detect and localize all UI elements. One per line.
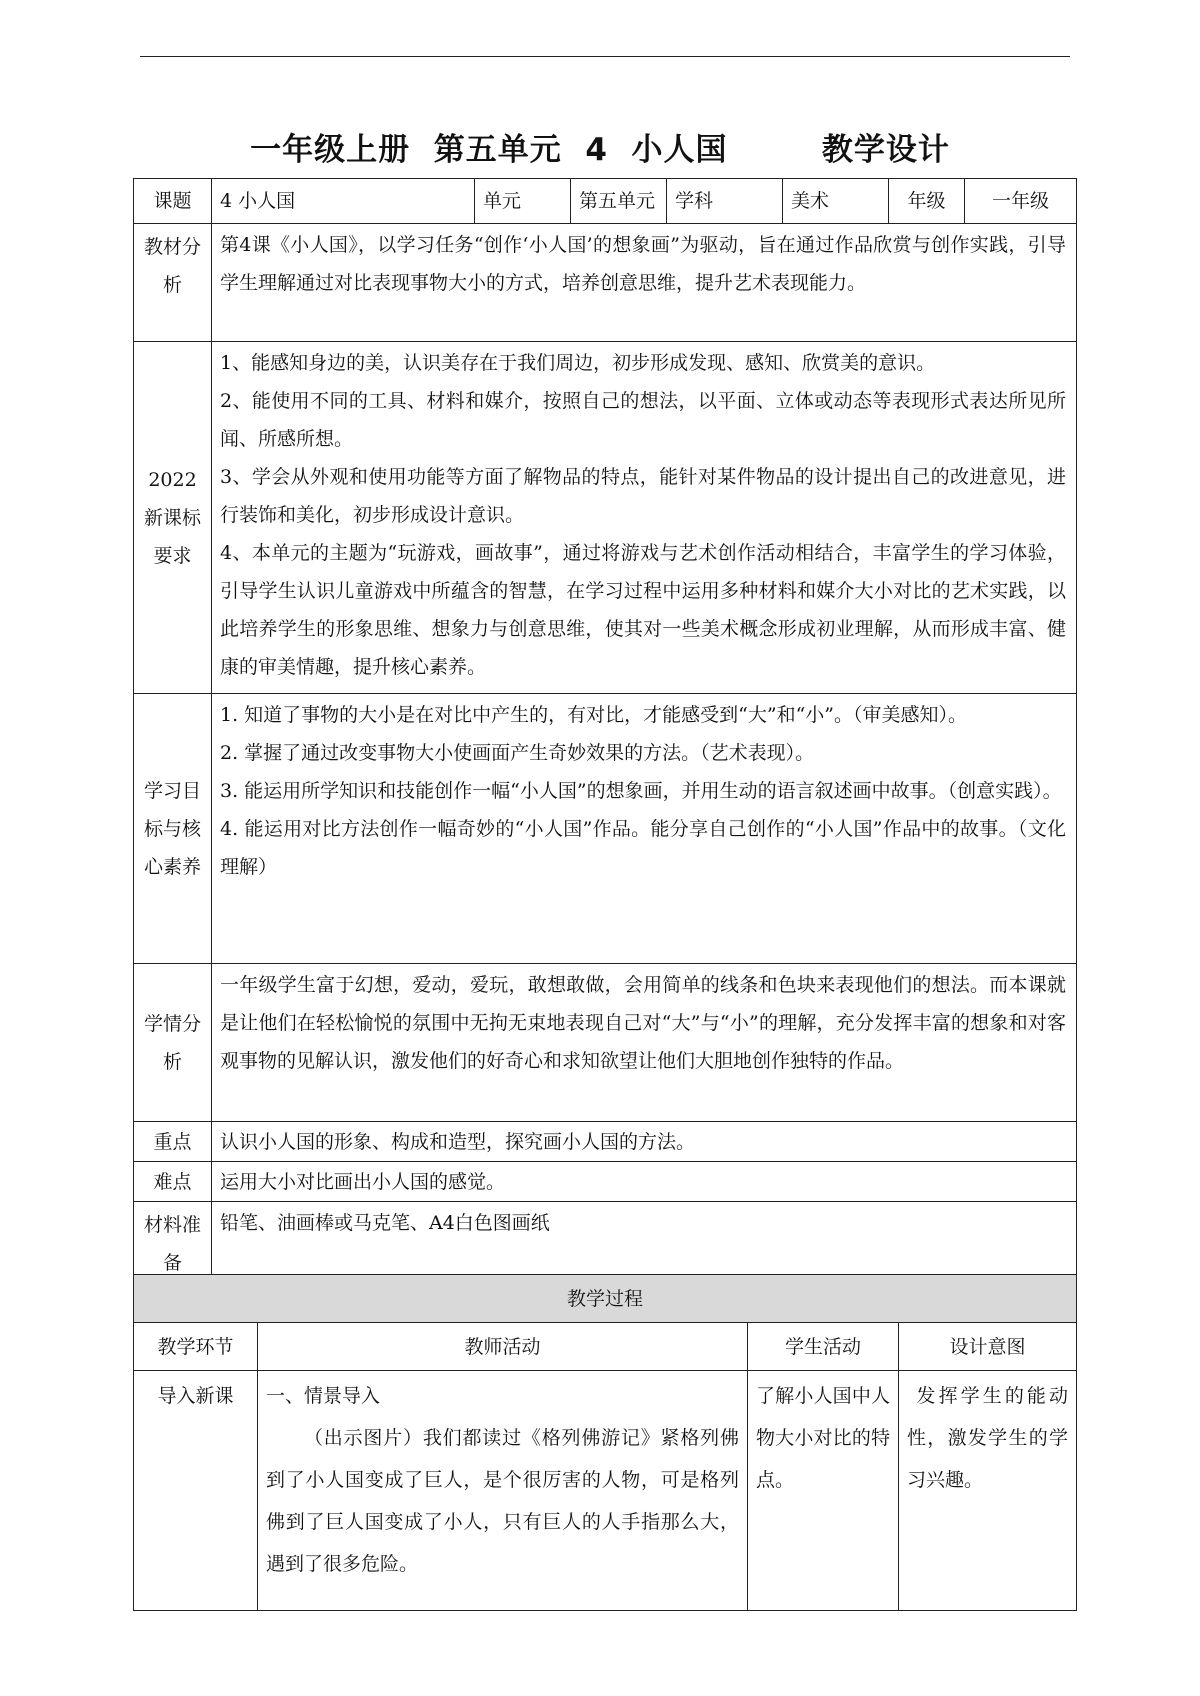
difficulty-label: 难点 [134,1162,212,1202]
info-row [134,179,1077,224]
unit-value: 第五单元 [571,179,667,224]
goal-item: 2. 掌握了通过改变事物大小使画面产生奇妙效果的方法。（艺术表现）。 [220,742,815,764]
learning-goals-content [212,694,1077,964]
curriculum-standard-content [212,342,1077,694]
student-activity-cell: 了解小人国中人物大小对比的特点。 [748,1371,899,1611]
materials-label: 材料准备 [134,1202,212,1283]
teaching-process-table [133,1274,1077,1611]
goal-item: 1. 知道了事物的大小是在对比中产生的，有对比，才能感受到“大”和“小”。（审美感知）。 [220,704,968,726]
header-design-intent: 设计意图 [899,1323,1077,1371]
key-point-label: 重点 [134,1122,212,1162]
grade-label: 年级 [889,179,965,224]
learning-goals-label: 学习目标与核心素养 [134,694,212,964]
header-teacher-activity: 教师活动 [258,1323,748,1371]
subject-label: 学科 [667,179,783,224]
process-header-row [134,1323,1077,1371]
curriculum-item: 2、能使用不同的工具、材料和媒介，按照自己的想法，以平面、立体或动态等表现形式表达所见所闻、所感所想。 [220,390,1066,450]
process-banner-row [134,1275,1077,1323]
student-analysis-text: 一年级学生富于幻想，爱动，爱玩，敢想敢做，会用简单的线条和色块来表现他们的想法。而本课就是让他们在轻松愉悦的氛围中无拘无束地表现自己对“大”与“小”的理解，充分发挥丰富的想象和对客观事物的见解认识，激发他们的好奇心和求知欲望让他们大胆地创作独特的作品。 [212,964,1077,1122]
process-banner: 教学过程 [134,1275,1077,1323]
header-stage: 教学环节 [134,1323,258,1371]
stage-cell: 导入新课 [134,1371,258,1611]
teacher-activity-heading: 一、情景导入 [266,1385,381,1407]
unit-label: 单元 [475,179,571,224]
materials-text: 铅笔、油画棒或马克笔、A4白色图画纸 [212,1202,1077,1283]
process-row [134,1371,1077,1611]
subject-value: 美术 [783,179,889,224]
page-title: 一年级上册 第五单元 4 小人国 教学设计 [250,132,950,168]
topic-value: 4 小人国 [212,179,475,224]
textbook-analysis-row [134,224,1077,342]
goal-item: 3. 能运用所学知识和技能创作一幅“小人国”的想象画，并用生动的语言叙述画中故事。（创意实践）。 [220,780,1062,802]
header-rule [140,56,1070,57]
lesson-info-table [133,178,1077,1283]
key-point-text: 认识小人国的形象、构成和造型，探究画小人国的方法。 [212,1122,1077,1162]
student-analysis-row [134,964,1077,1122]
goal-item: 4. 能运用对比方法创作一幅奇妙的“小人国”作品。能分享自己创作的“小人国”作品中的故事。（文化理解） [220,818,1066,878]
design-intent-cell: 发挥学生的能动性，激发学生的学习兴趣。 [899,1371,1077,1611]
header-student-activity: 学生活动 [748,1323,899,1371]
textbook-analysis-label: 教材分析 [134,224,212,342]
materials-row [134,1202,1077,1283]
learning-goals-row [134,694,1077,964]
key-point-row [134,1122,1077,1162]
difficulty-row [134,1162,1077,1202]
topic-label: 课题 [134,179,212,224]
curriculum-item: 3、学会从外观和使用功能等方面了解物品的特点，能针对某件物品的设计提出自己的改进意见，进行装饰和美化，初步形成设计意识。 [220,466,1066,526]
teacher-activity-text: （出示图片）我们都读过《格列佛游记》紧格列佛到了小人国变成了巨人，是个很厉害的人物，可是格列佛到了巨人国变成了小人，只有巨人的人手指那么大，遇到了很多危险。 [266,1427,739,1575]
grade-value: 一年级 [965,179,1077,224]
difficulty-text: 运用大小对比画出小人国的感觉。 [212,1162,1077,1202]
curriculum-standard-row [134,342,1077,694]
teacher-activity-cell [258,1371,748,1611]
curriculum-standard-label: 2022新课标要求 [134,342,212,694]
curriculum-item: 1、能感知身边的美，认识美存在于我们周边，初步形成发现、感知、欣赏美的意识。 [220,352,936,374]
curriculum-item: 4、本单元的主题为“玩游戏，画故事”，通过将游戏与艺术创作活动相结合，丰富学生的学习体验，引导学生认识儿童游戏中所蕴含的智慧，在学习过程中运用多种材料和媒介大小对比的艺术实践，以此培养学生的形象思维、想象力与创意思维，使其对一些美术概念形成初业理解，从而形成丰富、健康的审美情趣，提升核心素养。 [220,542,1066,678]
student-analysis-label: 学情分析 [134,964,212,1122]
textbook-analysis-text: 第4课《小人国》，以学习任务“创作‘小人国’的想象画”为驱动，旨在通过作品欣赏与创作实践，引导学生理解通过对比表现事物大小的方式，培养创意思维，提升艺术表现能力。 [212,224,1077,342]
